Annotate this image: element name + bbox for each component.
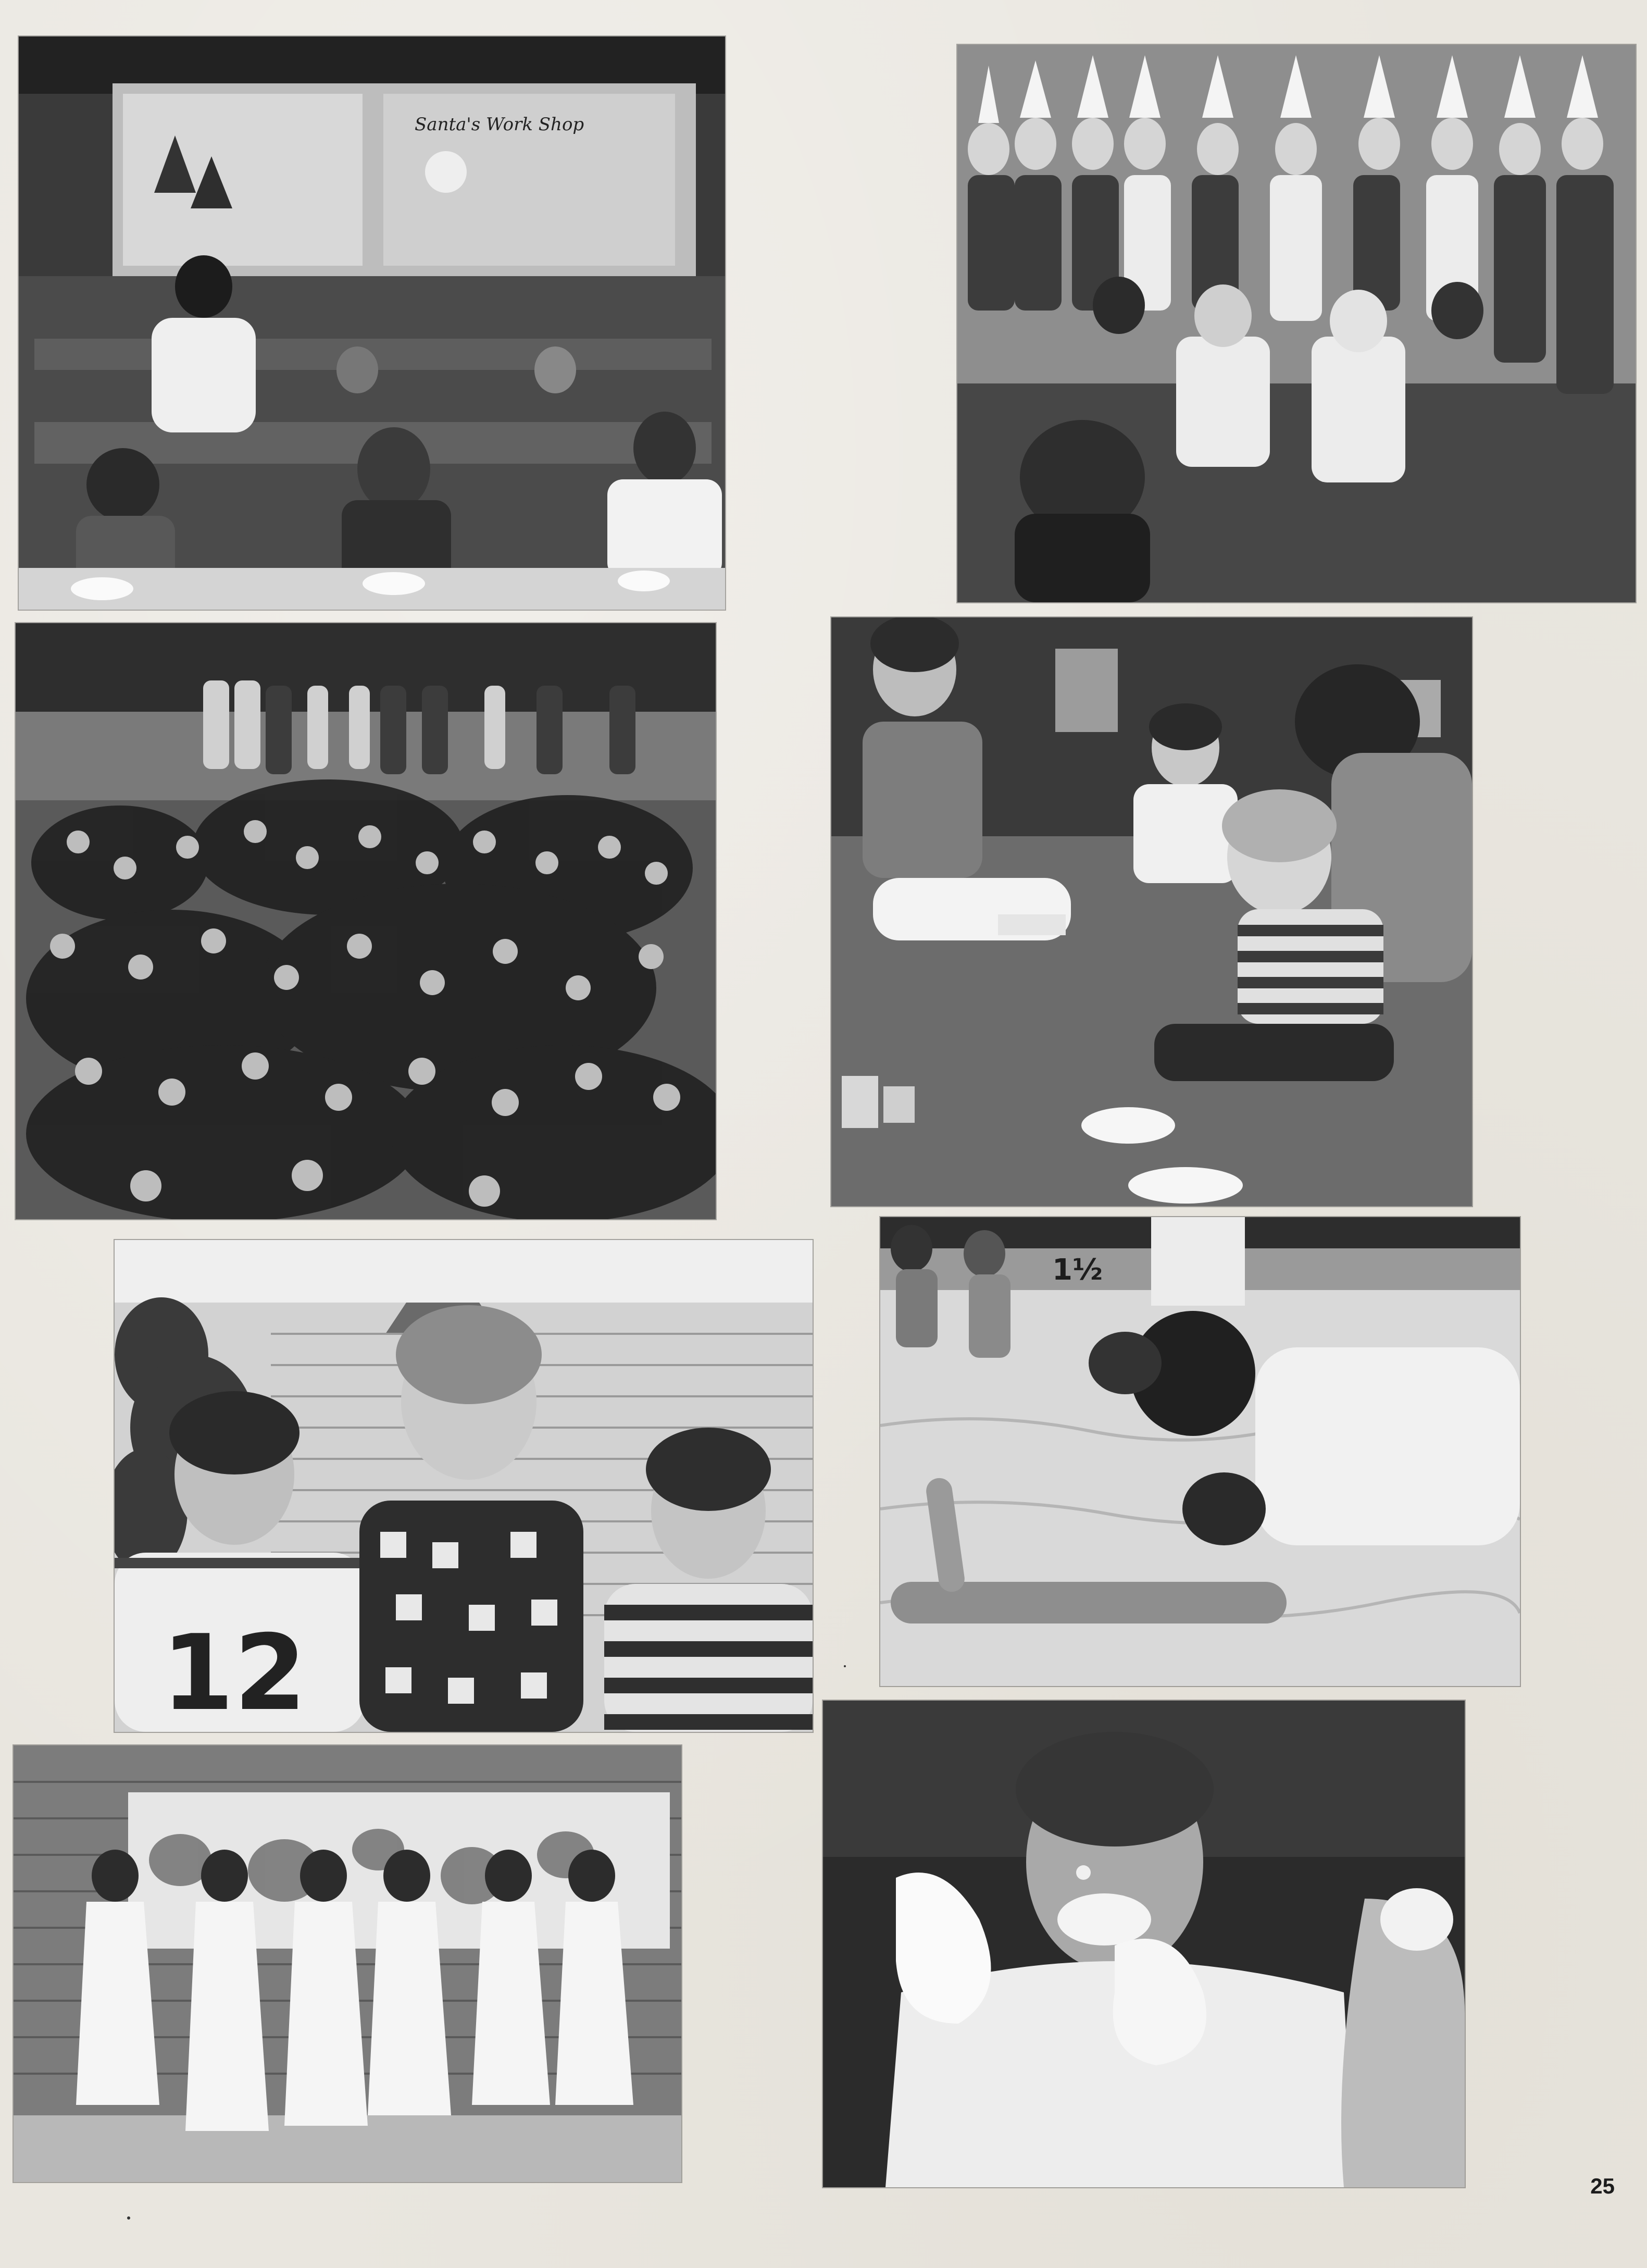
photo-painting-wall	[14, 1745, 681, 2182]
photo-three-boys	[115, 1240, 813, 1732]
pool-depth-marker: 1½	[1052, 1253, 1103, 1287]
jersey-number: 12	[161, 1613, 307, 1732]
photo-boy-finger-paint	[823, 1701, 1465, 2187]
paper-speck	[844, 1665, 846, 1667]
photo-children-blocks	[831, 617, 1472, 1206]
sign-text: Santa's Work Shop	[415, 114, 584, 135]
photo-children-headdresses	[957, 45, 1636, 602]
photo-wading-pool	[880, 1217, 1520, 1686]
photo-crowd-outdoors	[16, 623, 716, 1219]
photo-classroom-table	[19, 36, 725, 610]
paper-speck	[127, 2216, 130, 2220]
page-number: 25	[1590, 2174, 1615, 2198]
